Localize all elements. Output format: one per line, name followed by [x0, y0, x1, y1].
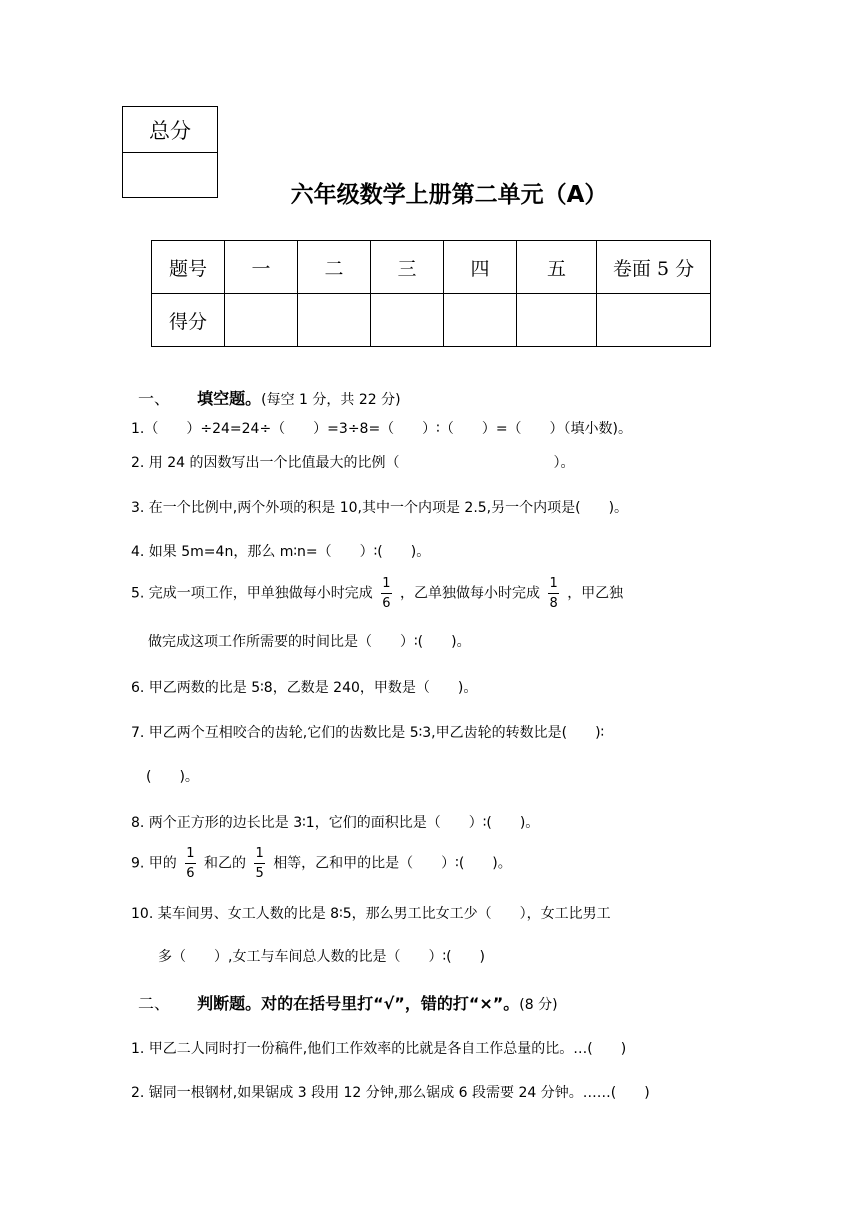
fraction-numerator: 1 [548, 574, 558, 594]
header-cell: 题号 [152, 241, 225, 294]
fraction-numerator: 1 [381, 574, 391, 594]
fraction-denominator: 5 [255, 866, 264, 881]
score-cell[interactable] [225, 294, 298, 347]
header-cell: 五 [517, 241, 597, 294]
question-4: 4. 如果 5m=4n，那么 m∶n=（ ）∶( )。 [131, 544, 431, 560]
score-cell[interactable] [371, 294, 444, 347]
score-table-header-row [152, 241, 711, 294]
header-cell: 二 [298, 241, 371, 294]
section2-number: 二、 [138, 994, 171, 1013]
section2-heading [138, 991, 558, 1014]
fraction [185, 844, 195, 883]
question-5-part-a: 5. 完成一项工作，甲单独做每小时完成 [131, 585, 373, 602]
fraction-denominator: 6 [186, 866, 195, 881]
section2-note: (8 分) [519, 997, 558, 1013]
fraction-denominator: 6 [382, 596, 391, 611]
question-5-part-b: ，乙单独做每小时完成 [400, 585, 540, 602]
judge-question-1: 1. 甲乙二人同时打一份稿件,他们工作效率的比就是各自工作总量的比。…( ) [131, 1041, 627, 1057]
question-5-part-c: ，甲乙独 [567, 585, 624, 602]
question-9-part-b: 和乙的 [204, 855, 246, 872]
section1-note: (每空 1 分，共 22 分) [261, 392, 401, 408]
question-10-line-2: 多（ ）,女工与车间总人数的比是（ ）∶( ) [158, 949, 486, 965]
page-title: 六年级数学上册第二单元（A） [290, 182, 608, 208]
score-cell[interactable] [597, 294, 711, 347]
header-cell: 卷面 5 分 [597, 241, 711, 294]
total-score-label: 总分 [123, 107, 217, 153]
question-1: 1.（ ）÷24=24÷（ ）=3÷8=（ ）∶（ ）=（ ）（填小数)。 [131, 421, 633, 437]
score-table-score-row [152, 294, 711, 347]
section1-title: 填空题。 [197, 389, 262, 408]
score-cell[interactable] [444, 294, 517, 347]
header-cell: 一 [225, 241, 298, 294]
header-cell: 四 [444, 241, 517, 294]
question-9-part-c: 相等，乙和甲的比是（ ）∶( )。 [273, 855, 512, 872]
question-10: 10. 某车间男、女工人数的比是 8∶5，那么男工比女工少（ ），女工比男工 [131, 906, 611, 922]
question-5 [131, 574, 623, 613]
fraction-numerator: 1 [185, 844, 195, 864]
fraction [254, 844, 264, 883]
question-9 [131, 844, 512, 883]
section2-title: 判断题。对的在括号里打“√”，错的打“×”。 [197, 994, 520, 1013]
fraction [548, 574, 558, 613]
score-table [151, 240, 711, 347]
question-9-part-a: 9. 甲的 [131, 855, 177, 872]
score-cell[interactable] [517, 294, 597, 347]
fraction [381, 574, 391, 613]
question-6: 6. 甲乙两数的比是 5∶8，乙数是 240，甲数是（ )。 [131, 680, 478, 696]
question-7: 7. 甲乙两个互相咬合的齿轮,它们的齿数比是 5∶3,甲乙齿轮的转数比是( )∶ [131, 725, 605, 741]
header-cell: 三 [371, 241, 444, 294]
fraction-denominator: 8 [549, 596, 558, 611]
question-5-line-2: 做完成这项工作所需要的时间比是（ ）∶( )。 [148, 634, 471, 650]
question-2: 2. 用 24 的因数写出一个比值最大的比例（ ）。 [131, 455, 575, 471]
fraction-numerator: 1 [254, 844, 264, 864]
judge-question-2: 2. 锯同一根钢材,如果锯成 3 段用 12 分钟,那么锯成 6 段需要 24 分钟。……( ) [131, 1085, 650, 1101]
row-label-cell: 得分 [152, 294, 225, 347]
section1-number: 一、 [138, 389, 171, 408]
question-7-line-2: ( )。 [146, 769, 199, 785]
question-8: 8. 两个正方形的边长比是 3∶1，它们的面积比是（ ）∶( )。 [131, 815, 540, 831]
section1-heading [138, 386, 401, 409]
score-cell[interactable] [298, 294, 371, 347]
question-3: 3. 在一个比例中,两个外项的积是 10,其中一个内项是 2.5,另一个内项是( )。 [131, 500, 629, 516]
